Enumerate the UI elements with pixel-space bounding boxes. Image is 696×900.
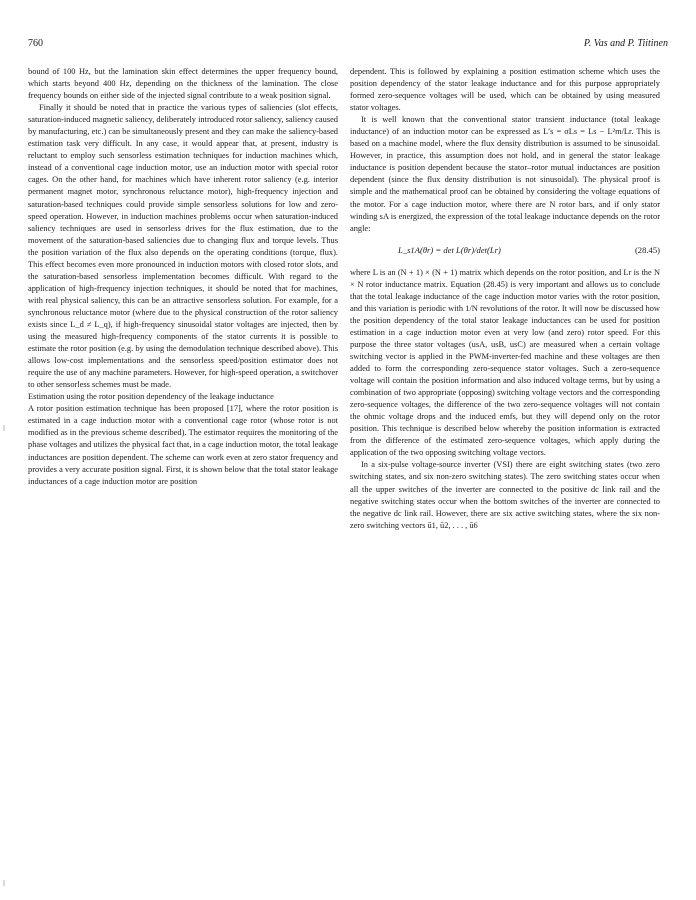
- equation-expression: L_s1A(θr) = det L(θr)/det(Lr): [398, 244, 501, 255]
- running-head-authors: P. Vas and P. Tiitinen: [583, 38, 668, 49]
- right-column: [350, 66, 660, 532]
- right-paragraph-1: dependent. This is followed by explaining a position estimation scheme which uses the position dependency of the stator leakage inductance and for this purpose appropriately formed zero-sequence voltages will be used, which can be obtained by using measured stator voltages.: [350, 67, 660, 113]
- equation-28-45: [350, 239, 660, 261]
- left-paragraph-3: A rotor position estimation technique has been proposed [17], where the rotor position is estimated in a cage induction motor with a conventional cage rotor (whose rotor is not modified as in the previous scheme described). The estimator requires the monitoring of the phase voltages and utilizes the physical fact that, in a cage induction motor, the total leakage inductances are position dependent. The scheme can work even at zero stator frequency and provides a very accurate position signal. First, it is shown below that the total stator leakage inductances of a cage induction motor are position: [28, 404, 338, 486]
- margin-mark: [3, 425, 5, 431]
- margin-mark: [3, 880, 5, 886]
- right-paragraph-4: In a six-pulse voltage-source inverter (VSI) there are eight switching states (two zero switching states, and six non-zero switching states). The zero switching states occur when all the upper switches of the inverter are connected to the positive dc link rail and the negative switching states occur when the bottom switches of the inverter are connected to the negative dc link rail. However, there are six active switching states, where the six non-zero switching vectors ū1, ū2, . . . , ū6: [350, 460, 660, 530]
- left-column: [28, 66, 338, 488]
- left-paragraph-1: bound of 100 Hz, but the lamination skin effect determines the upper frequency bound, which starts beyond 400 Hz, depending on the thickness of the lamination. The close frequency bounds on either side of the injected signal contribute to a weak position signal.: [28, 67, 338, 101]
- running-header: [28, 38, 668, 52]
- right-paragraph-3: where L is an (N + 1) × (N + 1) matrix which depends on the rotor position, and Lr is the N × N rotor inductance matrix. Equation (28.45) is very important and allows us to conclude that the total leakage inductance of the cage induction motor varies with the rotor position, and this variation is periodic with 1/N revolutions of the rotor. It will now be discussed how the position dependency of the total stator leakage inductances can be used for position estimation in a cage induction motor even at very low (and zero) rotor speed. For this purpose the three stator voltages (usA, usB, usC) are measured when a certain voltage switching vector is applied in the PWM-inverter-fed machine and these voltages are then added to form the corresponding zero-sequence stator voltages. Such a zero-sequence voltage will contain the position information and also induced voltage terms, but by using a combination of two appropriate (opposing) switching voltage vectors and the corresponding zero-sequence voltages, the difference of the two zero-sequence voltages will not contain the ohmic voltage drops and the induced emfs, but they will depend only on the rotor position. This technique is described below whereby the position information is extracted from the difference of the estimated zero-sequence voltages, which apply during the application of the two opposing switching voltage vectors.: [350, 267, 660, 458]
- equation-number: (28.45): [634, 244, 660, 255]
- page-number: 760: [28, 38, 43, 49]
- section-heading: Estimation using the rotor position dependency of the leakage inductance: [28, 392, 274, 402]
- left-paragraph-2: Finally it should be noted that in practice the various types of saliencies (slot effects, saturation-induced magnetic saliency, deliberately introduced rotor saliency, saliency caused by manufacturing, etc.) can be simultaneously present and they can make the saliency-based estimation task very difficult. In any case, it would appear that, at present, industry is reluctant to employ such sensorless estimation techniques for induction machines which, instead of a conventional cage induction motor, use an induction motor with special rotor cages. On the other hand, for machines which have inherent rotor saliency (e.g. interior permanent magnet motor, synchronous reluctance motor), high-frequency injection and saturation-based techniques could provide simple sensorless solutions for low and zero-speed operation. However, in induction machines problems occur when saturation-induced saliency techniques are used in sensorless drives for the flux estimation, due to the movement of the saturation-based saliencies due to changing flux and torque levels. Thus the position variation of the flux also depends on the operating conditions (torque, flux). This effect becomes even more pronounced in induction motors with closed rotor slots, and the saturation-based sensorless implementation becomes difficult. With regard to the application of high-frequency injection techniques, it should be noted that for machines, with real physical saliency, this can be an attractive sensorless solution. For example, for a synchronous reluctance motor (where due to the physical construction of the rotor saliency exists since L_d ≠ L_q), if high-frequency sinusoidal stator voltages are injected, then by using the measured high-frequency components of the stator currents it is possible to estimate the rotor position (e.g. by using the demodulation technique described above). This allows low-cost implementations and the sensorless speed/position estimator does not require the use of any machine parameters. However, for high-speed operation, a switchover to other sensorless schemes must be made.: [28, 103, 338, 390]
- right-paragraph-2: It is well known that the conventional stator transient inductance (total leakage inductance) of an induction motor can be expressed as L′s = σLs = Ls − L²m/Lr. This is based on a machine model, where the flux density distribution is assumed to be sinusoidal. However, in practice, this assumption does not hold, and in general the stator leakage inductance is position dependent because the stator–rotor mutual inductances are position dependent (since the flux density distribution is not sinusoidal). The physical proof is simple and the mathematical proof can be obtained by considering the voltage equations of the motor. For a cage induction motor, where there are N rotor bars, and if only stator winding sA is energized, the expression of the total leakage inductance depends on the rotor angle:: [350, 115, 660, 233]
